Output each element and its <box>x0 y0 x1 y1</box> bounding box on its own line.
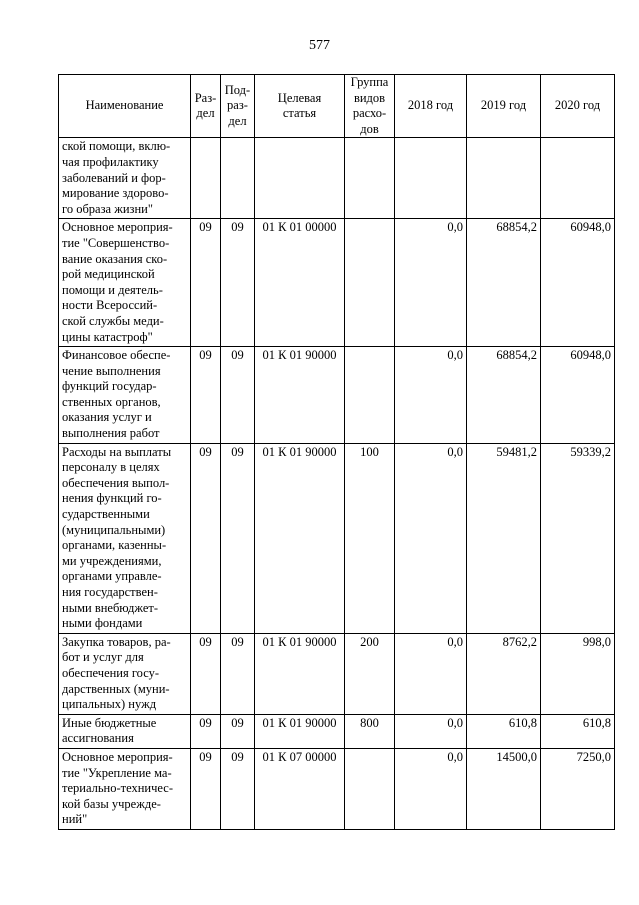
cell-razdel <box>191 138 221 219</box>
cell-name: Финансовое обеспе- чение выполнения функций государ- ственных органов, оказания услуг и выполнения работ <box>59 347 191 444</box>
cell-name: Основное мероприя- тие "Совершенство- вание оказания ско- рой медицинской помощи и деятель- ности Всероссий- ской службы меди- цины катастроф" <box>59 219 191 347</box>
cell-target: 01 К 01 90000 <box>255 347 345 444</box>
cell-target: 01 К 01 90000 <box>255 633 345 714</box>
cell-target: 01 К 01 00000 <box>255 219 345 347</box>
header-2019 <box>467 75 541 138</box>
cell-podrazdel <box>221 138 255 219</box>
cell-group: 100 <box>345 443 395 633</box>
header-2020 <box>541 75 615 138</box>
cell-name: Закупка товаров, ра- бот и услуг для обеспечения госу- дарственных (муни- ципальных) нужд <box>59 633 191 714</box>
header-2018-label: 2018 год <box>407 98 454 113</box>
table-row <box>59 714 615 748</box>
header-2020-label: 2020 год <box>554 98 601 113</box>
cell-2020: 60948,0 <box>541 219 615 347</box>
cell-razdel: 09 <box>191 443 221 633</box>
cell-2018: 0,0 <box>395 748 467 829</box>
cell-group <box>345 219 395 347</box>
cell-podrazdel: 09 <box>221 748 255 829</box>
table-row <box>59 748 615 829</box>
cell-target: 01 К 01 90000 <box>255 443 345 633</box>
budget-table <box>58 74 615 830</box>
header-name <box>59 75 191 138</box>
cell-razdel: 09 <box>191 219 221 347</box>
cell-group <box>345 138 395 219</box>
cell-2020: 7250,0 <box>541 748 615 829</box>
cell-group: 800 <box>345 714 395 748</box>
cell-podrazdel: 09 <box>221 347 255 444</box>
header-2019-label: 2019 год <box>480 98 527 113</box>
header-group <box>345 75 395 138</box>
cell-razdel: 09 <box>191 633 221 714</box>
header-razdel <box>191 75 221 138</box>
cell-podrazdel: 09 <box>221 633 255 714</box>
cell-2018 <box>395 138 467 219</box>
cell-2019 <box>467 138 541 219</box>
header-podrazdel <box>221 75 255 138</box>
cell-name: Основное мероприя- тие "Укрепление ма- териально-техничес- кой базы учрежде- ний" <box>59 748 191 829</box>
header-podrazdel-label: Под- раз- дел <box>224 82 251 128</box>
cell-2019: 8762,2 <box>467 633 541 714</box>
cell-2018: 0,0 <box>395 443 467 633</box>
table-row <box>59 443 615 633</box>
cell-group: 200 <box>345 633 395 714</box>
cell-name: Расходы на выплаты персоналу в целях обеспечения выпол- нения функций го- сударственными (муниципальными) органами, казенны- ми учреждениями, органами управле- ния государствен- ными внебюджет- ными фондами <box>59 443 191 633</box>
cell-target: 01 К 01 90000 <box>255 714 345 748</box>
header-razdel-label: Раз- дел <box>194 90 217 121</box>
cell-group <box>345 347 395 444</box>
header-group-label: Группа видов расхо- дов <box>350 75 389 136</box>
cell-2020: 60948,0 <box>541 347 615 444</box>
cell-2018: 0,0 <box>395 347 467 444</box>
table-body <box>59 138 615 830</box>
cell-2020: 998,0 <box>541 633 615 714</box>
cell-2019: 68854,2 <box>467 347 541 444</box>
header-target-label: Целевая статья <box>277 90 322 121</box>
cell-podrazdel: 09 <box>221 714 255 748</box>
cell-2018: 0,0 <box>395 714 467 748</box>
cell-2019: 610,8 <box>467 714 541 748</box>
header-row <box>59 75 615 138</box>
cell-2019: 68854,2 <box>467 219 541 347</box>
page-number: 577 <box>309 38 330 53</box>
cell-group <box>345 748 395 829</box>
header-2018 <box>395 75 467 138</box>
header-name-label: Наименование <box>85 98 164 113</box>
cell-2019: 14500,0 <box>467 748 541 829</box>
header-target <box>255 75 345 138</box>
table-row <box>59 633 615 714</box>
cell-2020: 59339,2 <box>541 443 615 633</box>
cell-2018: 0,0 <box>395 219 467 347</box>
cell-name: Иные бюджетные ассигнования <box>59 714 191 748</box>
table-row <box>59 219 615 347</box>
cell-razdel: 09 <box>191 347 221 444</box>
cell-name: ской помощи, вклю- чая профилактику заболеваний и фор- мирование здорово- го образа жизни" <box>59 138 191 219</box>
table-row <box>59 138 615 219</box>
cell-razdel: 09 <box>191 714 221 748</box>
table-row <box>59 347 615 444</box>
cell-target: 01 К 07 00000 <box>255 748 345 829</box>
cell-2018: 0,0 <box>395 633 467 714</box>
cell-razdel: 09 <box>191 748 221 829</box>
cell-podrazdel: 09 <box>221 443 255 633</box>
cell-podrazdel: 09 <box>221 219 255 347</box>
cell-2020 <box>541 138 615 219</box>
cell-2019: 59481,2 <box>467 443 541 633</box>
cell-target <box>255 138 345 219</box>
cell-2020: 610,8 <box>541 714 615 748</box>
